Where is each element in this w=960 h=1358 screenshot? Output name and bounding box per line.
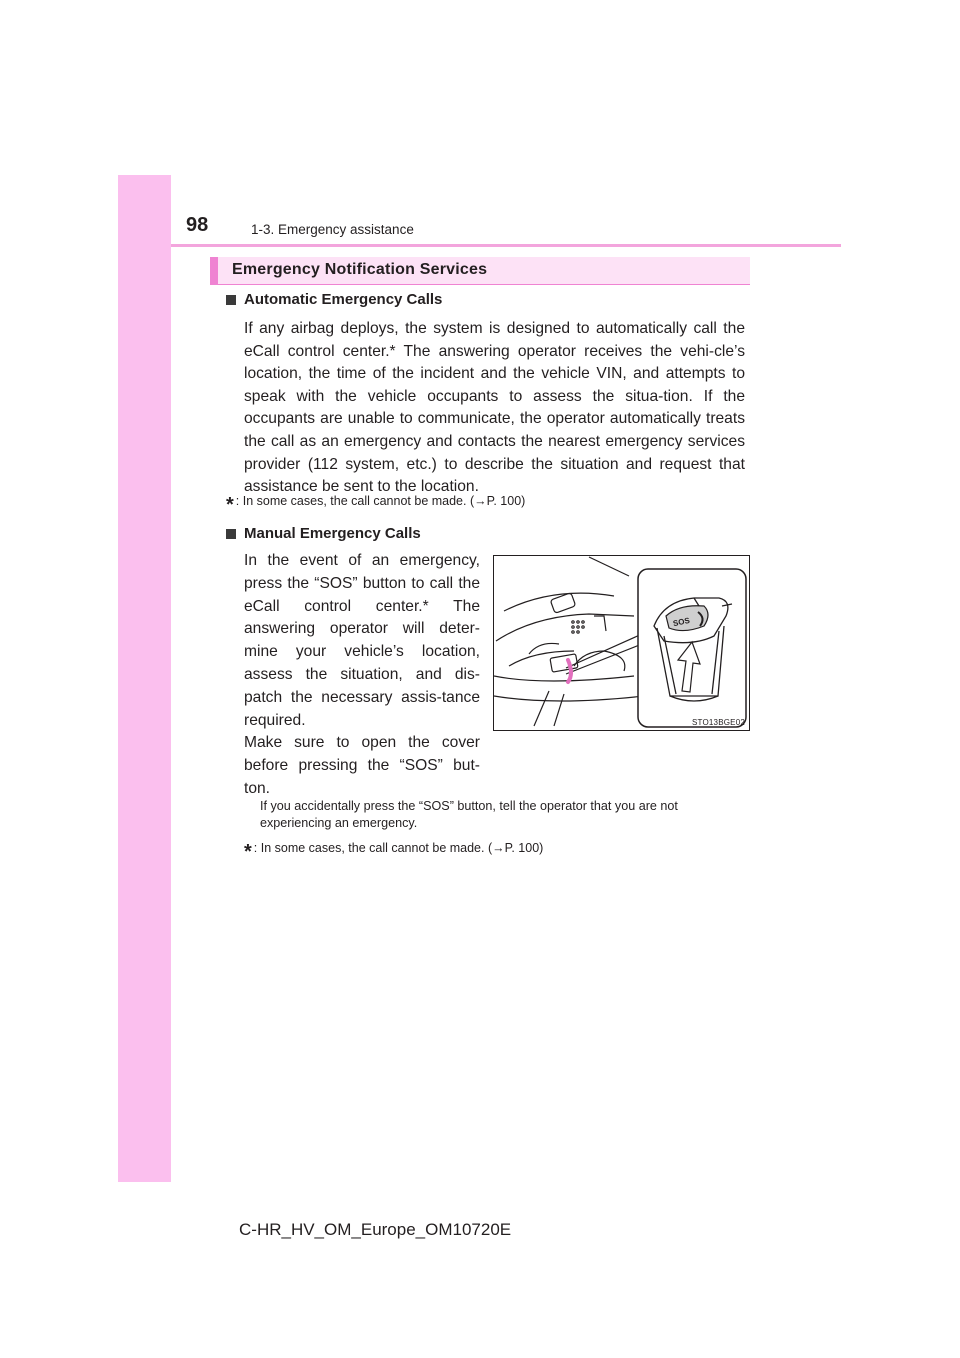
manual-calls-title: Manual Emergency Calls xyxy=(244,525,421,542)
header-rule xyxy=(171,244,841,247)
footnote-automatic xyxy=(226,494,525,517)
footnote-manual xyxy=(244,841,543,864)
overhead-console-drawing xyxy=(494,556,750,731)
automatic-calls-title: Automatic Emergency Calls xyxy=(244,291,443,308)
automatic-calls-body: If any airbag deploys, the system is designed to automatically call the eCall control center.* The answering operator receives the vehi-cle’s location, the time of the incident and the vehicle VIN, and attempts to speak with the vehicle occupants to assess the situa-tion. If the occupants are unable to communicate, the operator automatically treats the call as an emergency and contacts the nearest emergency services provider (112 system, etc.) to describe the situation and request that assistance be sent to the location. xyxy=(244,320,745,496)
sos-button-illustration xyxy=(493,555,750,731)
asterisk-marker: * xyxy=(226,494,234,516)
section-heading xyxy=(210,257,750,285)
square-bullet-icon xyxy=(226,529,236,539)
manual-calls-heading xyxy=(226,525,421,542)
manual-calls-body-2: Make sure to open the cover before pressing the “SOS” but-ton. xyxy=(244,734,480,797)
section-heading-text: Emergency Notification Services xyxy=(232,261,488,278)
sos-button-text: SOS xyxy=(672,615,691,629)
document-id: C-HR_HV_OM_Europe_OM10720E xyxy=(239,1220,512,1239)
figure-code: STO13BGE02 xyxy=(692,718,745,727)
footnote-automatic-text: : In some cases, the call cannot be made. (→P. 100) xyxy=(235,494,526,508)
asterisk-marker: * xyxy=(244,841,252,863)
automatic-calls-heading xyxy=(226,291,442,308)
manual-calls-body xyxy=(244,550,480,801)
page-number: 98 xyxy=(186,214,209,236)
section-title: 1-3. Emergency assistance xyxy=(251,222,414,237)
manual-calls-body-1: In the event of an emergency, press the “SOS” button to call the eCall control center.* The answering operator will deter-mine your vehicle’s location, assess the situation, and dis-patch the necessary assis-tance required. xyxy=(244,552,480,729)
accidental-press-note: If you accidentally press the “SOS” button, tell the operator that you are not experiencing an emergency. xyxy=(260,799,678,830)
side-tab-band xyxy=(118,175,171,1182)
pink-indicator-mark xyxy=(568,660,571,682)
square-bullet-icon xyxy=(226,295,236,305)
footnote-manual-text: : In some cases, the call cannot be made. (→P. 100) xyxy=(253,841,544,855)
